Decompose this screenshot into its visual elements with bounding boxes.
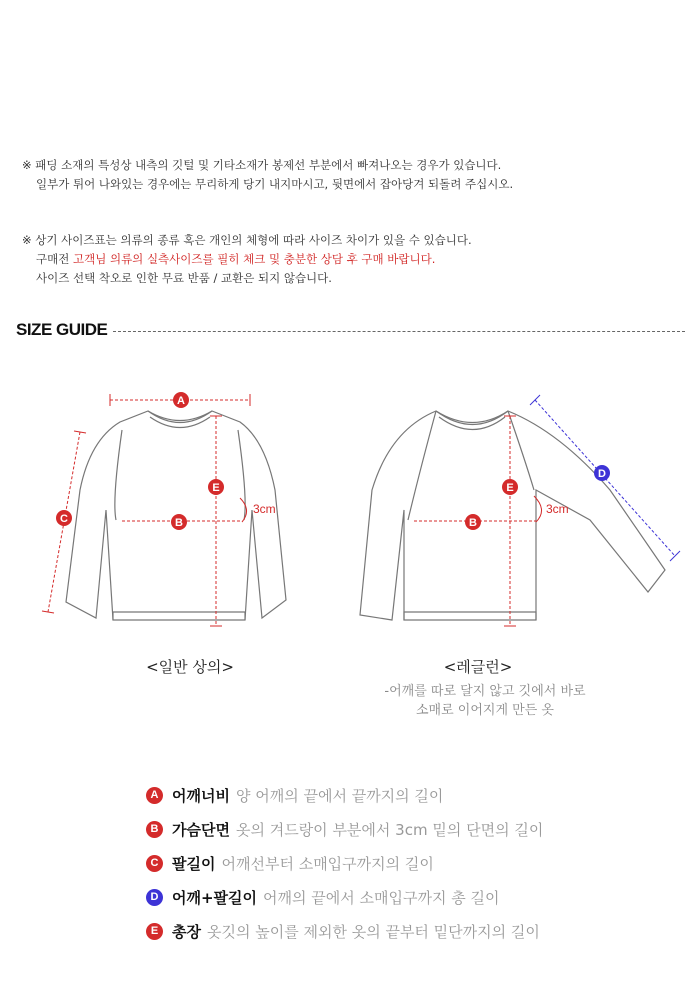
measurement-legend — [146, 778, 543, 948]
legend-description: 옷의 겨드랑이 부분에서 3cm 밑의 단면의 길이 — [235, 820, 544, 839]
legend-description: 어깨의 끝에서 소매입구까지 총 길이 — [263, 888, 500, 907]
notice-line — [22, 156, 513, 175]
raglan-description: -어깨를 따로 달지 않고 깃에서 바로 소매로 이어지게 만든 옷 — [384, 684, 586, 718]
notice-text: 구매전 — [36, 252, 73, 266]
legend-term: 어깨너비 — [172, 786, 230, 805]
armhole-label-raglan: 3cm — [546, 502, 569, 516]
legend-marker: D — [146, 889, 163, 906]
legend-term: 총장 — [172, 922, 201, 941]
legend-item — [146, 880, 543, 914]
notice-text: ※ 패딩 소재의 특성상 내측의 깃털 및 기타소재가 봉제선 부분에서 빠져나오는 경우가 있습니다. — [22, 158, 502, 172]
legend-description: 양 어깨의 끝에서 끝까지의 길이 — [235, 786, 444, 805]
garment-diagram — [0, 370, 700, 640]
legend-marker: C — [146, 855, 163, 872]
notice-text: ※ 상기 사이즈표는 의류의 종류 혹은 개인의 체형에 따라 사이즈 차이가 있을 수 있습니다. — [22, 233, 472, 247]
legend-marker: A — [146, 787, 163, 804]
size-guide-title: SIZE GUIDE — [16, 320, 108, 339]
notice-line — [22, 175, 513, 194]
notice-text: 사이즈 선택 착오로 인한 무료 반품 / 교환은 되지 않습니다. — [36, 271, 332, 285]
notice-line — [22, 269, 472, 288]
normal-top-caption: <일반 상의> — [146, 658, 234, 676]
raglan-top-illustration — [360, 411, 665, 620]
svg-text:D: D — [598, 468, 606, 480]
svg-text:E: E — [212, 482, 220, 494]
legend-item — [146, 846, 543, 880]
svg-text:B: B — [469, 517, 477, 529]
notice-line — [22, 231, 472, 250]
size-notice — [22, 231, 472, 288]
legend-term: 어깨+팔길이 — [172, 888, 258, 907]
legend-marker: B — [146, 821, 163, 838]
legend-marker: E — [146, 923, 163, 940]
raglan-caption: <레글런> — [443, 658, 513, 676]
legend-description: 옷깃의 높이를 제외한 옷의 끝부터 밑단까지의 길이 — [206, 922, 540, 941]
legend-item — [146, 812, 543, 846]
legend-term: 가슴단면 — [172, 820, 230, 839]
notice-highlight: 고객님 의류의 실측사이즈를 필히 체크 및 충분한 상담 후 구매 바랍니다. — [72, 252, 436, 266]
svg-text:C: C — [60, 513, 68, 525]
notice-text: 일부가 튀어 나와있는 경우에는 무리하게 당기 내지마시고, 뒷면에서 잡아당겨 되돌려 주십시오. — [36, 177, 514, 191]
size-guide-divider — [113, 331, 685, 332]
svg-text:B: B — [175, 517, 183, 529]
armhole-label-normal: 3cm — [253, 502, 276, 516]
legend-term: 팔길이 — [172, 854, 216, 873]
legend-description: 어깨선부터 소매입구까지의 길이 — [221, 854, 434, 873]
legend-item — [146, 914, 543, 948]
marker-a-label: A — [177, 395, 185, 407]
notice-line — [22, 250, 472, 269]
svg-text:E: E — [506, 482, 514, 494]
padding-notice — [22, 156, 513, 194]
legend-item — [146, 778, 543, 812]
